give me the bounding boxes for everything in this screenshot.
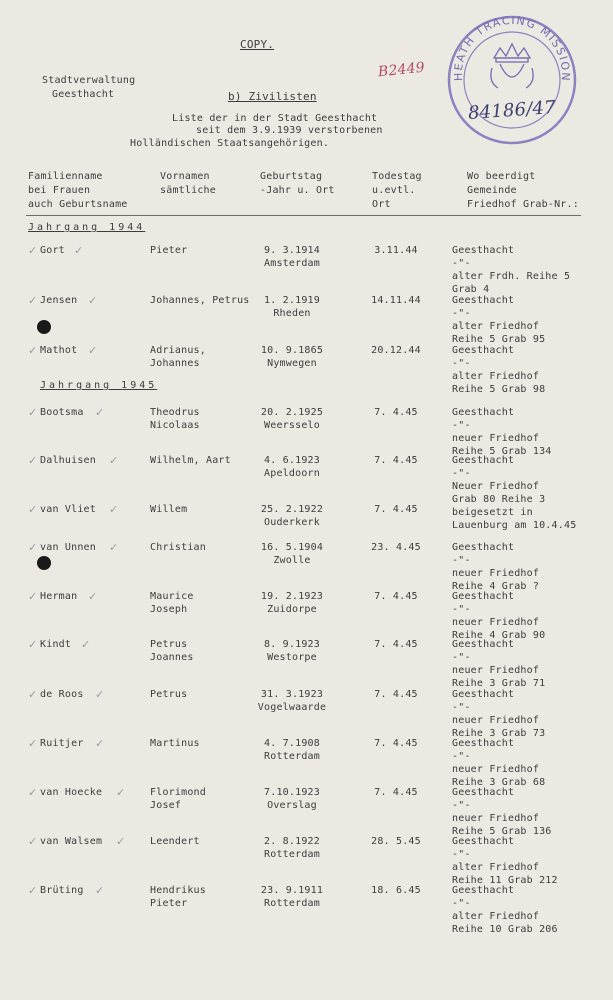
- surname-cell: Brüting: [40, 885, 84, 896]
- table-row: [0, 638, 613, 689]
- surname-cell: van Hoecke: [40, 787, 103, 798]
- table-row: [0, 737, 613, 788]
- death-cell: 7. 4.45: [374, 504, 418, 515]
- birth-cell: 8. 9.1923 Westorpe: [264, 639, 320, 663]
- grave-cell: Geesthacht -"- alter Friedhof Reihe 5 Grab 98: [452, 345, 546, 395]
- grave-cell: Geesthacht -"- neuer Friedhof Reihe 4 Grab ?: [452, 542, 540, 592]
- firstname-cell: Martinus: [150, 738, 200, 749]
- list-title-line-3: Holländischen Staatsangehörigen.: [130, 138, 330, 149]
- death-cell: 7. 4.45: [374, 639, 418, 650]
- grave-cell: Geesthacht -"- neuer Friedhof Reihe 5 Grab 134: [452, 407, 552, 457]
- table-row: [0, 835, 613, 886]
- death-cell: 7. 4.45: [374, 591, 418, 602]
- check-mark-icon: ✓: [116, 835, 126, 848]
- table-row: [0, 406, 613, 457]
- check-mark-icon: ✓: [28, 638, 38, 651]
- header-rule: [26, 215, 581, 216]
- check-mark-icon: ✓: [116, 786, 126, 799]
- check-mark-icon: ✓: [88, 344, 98, 357]
- grave-cell: Geesthacht -"- neuer Friedhof Reihe 5 Grab 136: [452, 787, 552, 837]
- column-header-firstname: Vornamen sämtliche: [160, 171, 216, 196]
- firstname-cell: Hendrikus Pieter: [150, 885, 206, 909]
- birth-cell: 9. 3.1914 Amsterdam: [264, 245, 320, 269]
- check-mark-icon: ✓: [28, 786, 38, 799]
- firstname-cell: Christian: [150, 542, 206, 553]
- firstname-cell: Petrus Joannes: [150, 639, 194, 663]
- death-cell: 7. 4.45: [374, 407, 418, 418]
- list-title-line-2: seit dem 3.9.1939 verstorbenen: [196, 125, 383, 136]
- birth-cell: 4. 7.1908 Rotterdam: [264, 738, 320, 762]
- table-row: [0, 294, 613, 345]
- birth-cell: 19. 2.1923 Zuidorpe: [260, 591, 324, 615]
- surname-cell: Bootsma: [40, 407, 84, 418]
- column-header-surname: Familienname bei Frauen auch Geburtsname: [28, 171, 128, 210]
- death-cell: 14.11.44: [371, 295, 421, 306]
- death-cell: 7. 4.45: [374, 787, 418, 798]
- group-heading-1945: Jahrgang 1945: [40, 380, 158, 391]
- birth-cell: 1. 2.1919 Rheden: [264, 295, 320, 319]
- check-mark-icon: ✓: [28, 503, 38, 516]
- firstname-cell: Adrianus, Johannes: [150, 345, 206, 369]
- grave-cell: Geesthacht -"- neuer Friedhof Reihe 3 Grab 73: [452, 689, 546, 739]
- check-mark-icon: ✓: [109, 454, 119, 467]
- check-mark-icon: ✓: [28, 884, 38, 897]
- death-cell: 7. 4.45: [374, 738, 418, 749]
- firstname-cell: Theodrus Nicolaas: [150, 407, 200, 431]
- check-mark-icon: ✓: [28, 590, 38, 603]
- grave-cell: Geesthacht -"- alter Friedhof Reihe 5 Grab 95: [452, 295, 546, 345]
- table-row: [0, 884, 613, 935]
- surname-cell: Kindt: [40, 639, 72, 650]
- surname-cell: Gort: [40, 245, 65, 256]
- red-pencil-reference: B2449: [377, 59, 426, 81]
- surname-cell: Dalhuisen: [40, 455, 96, 466]
- grave-cell: Geesthacht -"- alter Frdh. Reihe 5 Grab 4: [452, 245, 571, 295]
- check-mark-icon: ✓: [28, 344, 38, 357]
- birth-cell: 16. 5.1904 Zwolle: [260, 542, 324, 566]
- firstname-cell: Petrus: [150, 689, 188, 700]
- firstname-cell: Pieter: [150, 245, 188, 256]
- check-mark-icon: ✓: [28, 294, 38, 307]
- surname-cell: van Unnen: [40, 542, 96, 553]
- authority-line-1: Stadtverwaltung: [42, 75, 136, 86]
- punch-hole-top: [37, 320, 51, 334]
- surname-cell: Ruitjer: [40, 738, 84, 749]
- death-cell: 7. 4.45: [374, 689, 418, 700]
- grave-cell: Geesthacht -"- Neuer Friedhof Grab 80 Reihe 3 beigesetzt in Lauenburg am 10.4.45: [452, 455, 577, 531]
- authority-line-2: Geesthacht: [52, 89, 115, 100]
- firstname-cell: Maurice Joseph: [150, 591, 194, 615]
- grave-cell: Geesthacht -"- alter Friedhof Reihe 11 Grab 212: [452, 836, 558, 886]
- check-mark-icon: ✓: [28, 454, 38, 467]
- death-cell: 23. 4.45: [371, 542, 421, 553]
- table-row: [0, 688, 613, 739]
- table-row: [0, 786, 613, 837]
- death-cell: 18. 6.45: [371, 885, 421, 896]
- grave-cell: Geesthacht -"- alter Friedhof Reihe 10 Grab 206: [452, 885, 558, 935]
- check-mark-icon: ✓: [109, 541, 119, 554]
- check-mark-icon: ✓: [95, 688, 105, 701]
- stamp-ring-text: HEATH TRACING MISSION: [451, 13, 573, 83]
- death-cell: 28. 5.45: [371, 836, 421, 847]
- firstname-cell: Wilhelm, Aart: [150, 455, 231, 466]
- birth-cell: 7.10.1923 Overslag: [264, 787, 320, 811]
- check-mark-icon: ✓: [95, 737, 105, 750]
- birth-cell: 25. 2.1922 Ouderkerk: [260, 504, 324, 528]
- surname-cell: de Roos: [40, 689, 84, 700]
- check-mark-icon: ✓: [28, 688, 38, 701]
- copy-heading: COPY.: [240, 38, 275, 51]
- birth-cell: 20. 2.1925 Weersselo: [260, 407, 324, 431]
- surname-cell: Mathot: [40, 345, 78, 356]
- surname-cell: Jensen: [40, 295, 78, 306]
- birth-cell: 4. 6.1923 Apeldoorn: [264, 455, 320, 479]
- crown-crest-icon: [491, 44, 533, 88]
- table-row: [0, 503, 613, 528]
- group-heading-1944: Jahrgang 1944: [28, 222, 146, 233]
- grave-cell: Geesthacht -"- neuer Friedhof Reihe 3 Grab 71: [452, 639, 546, 689]
- column-header-birth: Geburtstag -Jahr u. Ort: [260, 171, 335, 196]
- check-mark-icon: ✓: [95, 884, 105, 897]
- check-mark-icon: ✓: [88, 294, 98, 307]
- table-row: [0, 244, 613, 295]
- birth-cell: 31. 3.1923 Vogelwaarde: [257, 689, 327, 713]
- check-mark-icon: ✓: [81, 638, 91, 651]
- death-cell: 20.12.44: [371, 345, 421, 356]
- check-mark-icon: ✓: [28, 737, 38, 750]
- section-heading: b) Zivilisten: [228, 90, 317, 103]
- check-mark-icon: ✓: [28, 244, 38, 257]
- firstname-cell: Willem: [150, 504, 188, 515]
- check-mark-icon: ✓: [109, 503, 119, 516]
- column-header-death: Todestag u.evtl. Ort: [372, 171, 422, 210]
- stamp-handwritten-number: 84186/47: [467, 96, 557, 125]
- check-mark-icon: ✓: [28, 406, 38, 419]
- firstname-cell: Leendert: [150, 836, 200, 847]
- list-title-line-1: Liste der in der Stadt Geesthacht: [172, 113, 378, 124]
- firstname-cell: Florimond Josef: [150, 787, 206, 811]
- column-header-grave: Wo beerdigt Gemeinde Friedhof Grab-Nr.:: [467, 171, 579, 210]
- check-mark-icon: ✓: [74, 244, 84, 257]
- grave-cell: Geesthacht -"- neuer Friedhof Reihe 4 Grab 90: [452, 591, 546, 641]
- surname-cell: van Walsem: [40, 836, 103, 847]
- table-row: [0, 590, 613, 641]
- tracing-mission-stamp: [442, 10, 582, 150]
- death-cell: 3.11.44: [374, 245, 418, 256]
- check-mark-icon: ✓: [28, 541, 38, 554]
- surname-cell: Herman: [40, 591, 78, 602]
- check-mark-icon: ✓: [28, 835, 38, 848]
- table-row: [0, 541, 613, 592]
- check-mark-icon: ✓: [88, 590, 98, 603]
- birth-cell: 10. 9.1865 Nymwegen: [260, 345, 324, 369]
- birth-cell: 23. 9.1911 Rotterdam: [260, 885, 324, 909]
- firstname-cell: Johannes, Petrus: [150, 295, 250, 306]
- punch-hole-bottom: [37, 556, 51, 570]
- birth-cell: 2. 8.1922 Rotterdam: [264, 836, 320, 860]
- check-mark-icon: ✓: [95, 406, 105, 419]
- grave-cell: Geesthacht -"- neuer Friedhof Reihe 3 Grab 68: [452, 738, 546, 788]
- surname-cell: van Vliet: [40, 504, 96, 515]
- death-cell: 7. 4.45: [374, 455, 418, 466]
